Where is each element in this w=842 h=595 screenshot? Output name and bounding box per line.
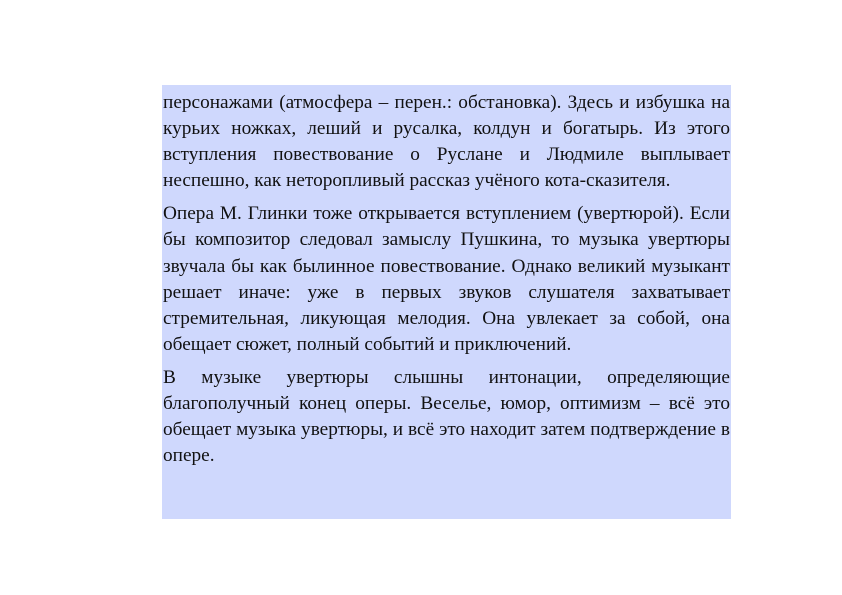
paragraph-1 [163,90,730,194]
paragraph-2: Опера М. Глинки тоже открывается вступлением (увертюрой). Если бы композитор следовал замыслу Пушкина, то музыка увертюры звучала бы как былинное повествование. Однако великий музыкант решает иначе: уже в первых звуков слушателя захватывает стремительная, ликующая мелодия. Она увлекает за собой, она обещает сюжет, полный событий и приключений. [163,203,730,355]
paragraph-1-rest: ). Здесь и избушка на курьих ножках, леший и русалка, колдун и богатырь. Из этого вступления повествование о Руслане и Людмиле выплывает неспешно, как неторопливый рассказ учёного кота-сказителя. [163,92,731,192]
highlighted-text-block [162,85,731,519]
paragraph-1-italic-note: атмосфера – перен.: обстановка [285,92,551,113]
paragraph-1-start: персонажами ( [163,92,286,113]
paragraph-3: В музыке увертюры слышны интонации, определяющие благополучный конец оперы. Веселье, юмор, оптимизм – всё это обещает музыка увертюры, и всё это находит затем подтверждение в опере. [163,366,730,467]
